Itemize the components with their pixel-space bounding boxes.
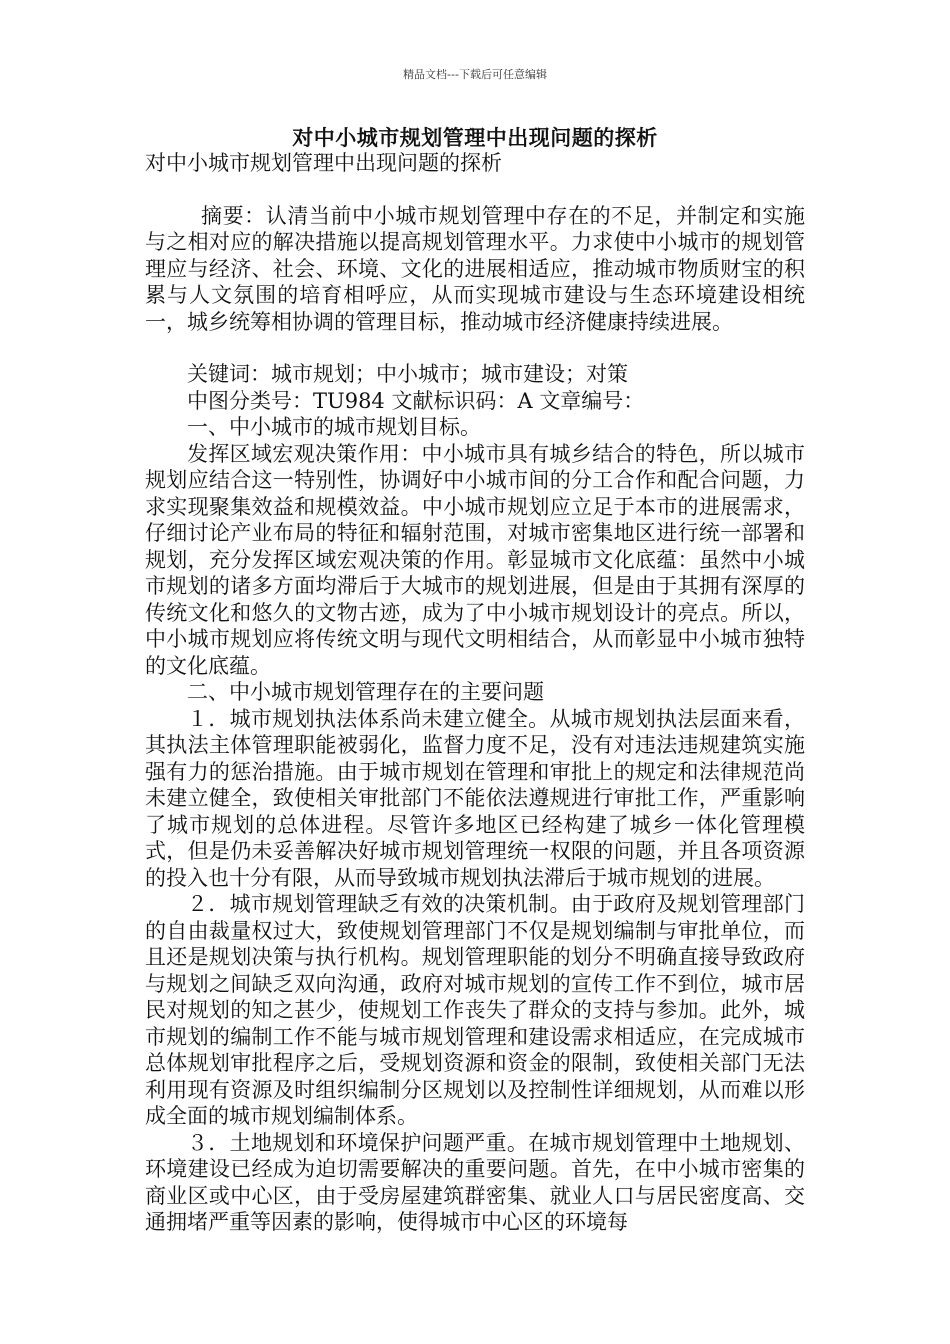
document-body — [145, 150, 805, 1236]
classification-line: 中图分类号：TU984 文献标识码：A 文章编号： — [187, 388, 645, 413]
document-subtitle: 对中小城市规划管理中出现问题的探析 — [145, 151, 502, 175]
header-note: 精品文档---下载后可任意编辑 — [403, 68, 547, 81]
section-heading-2: 二、中小城市规划管理存在的主要问题 — [187, 680, 544, 704]
problem-item-2: ２．城市规划管理缺乏有效的决策机制。由于政府及规划管理部门的自由裁量权过大，致使规划管理部门不仅是规划编制与审批单位，而且还是规划决策与执行机构。规划管理职能的划分不明确直接导致政府与规划之间缺乏双向沟通，政府对城市规划的宣传工作不到位，城市居民对规划的知之甚少，使规划工作丧失了群众的支持与参加。此外，城市规划的编制工作不能与城市规划管理和建设需求相适应，在完成城市总体规划审批程序之后，受规划资源和资金的限制，致使相关部门无法利用现有资源及时组织编制分区规划以及控制性详细规划，从而难以形成全面的城市规划编制体系。 — [145, 892, 805, 1128]
problem-item-1: １．城市规划执法体系尚未建立健全。从城市规划执法层面来看，其执法主体管理职能被弱化，监督力度不足，没有对违法违规建筑实施强有力的惩治措施。由于城市规划在管理和审批上的规定和法律规范尚未建立健全，致使相关审批部门不能依法遵规进行审批工作，严重影响了城市规划的总体进程。尽管许多地区已经构建了城乡一体化管理模式，但是仍未妥善解决好城市规划管理统一权限的问题，并且各项资源的投入也十分有限，从而导致城市规划执法滞后于城市规划的进展。 — [145, 706, 805, 890]
section-1-paragraph: 发挥区域宏观决策作用：中小城市具有城乡结合的特色，所以城市规划应结合这一特别性，协调好中小城市间的分工合作和配合问题，力求实现聚集效益和规模效益。中小城市规划应立足于本市的进展需求，仔细讨论产业布局的特征和辐射范围，对城市密集地区进行统一部署和规划，充分发挥区域宏观决策的作用。彰显城市文化底蕴：虽然中小城市规划的诸多方面均滞后于大城市的规划进展，但是由于其拥有深厚的传统文化和悠久的文物古迹，成为了中小城市规划设计的亮点。所以，中小城市规划应将传统文明与现代文明相结合，从而彰显中小城市独特的文化底蕴。 — [145, 441, 805, 678]
section-heading-1: 一、中小城市的城市规划目标。 — [187, 415, 481, 439]
problem-item-3: ３．土地规划和环境保护问题严重。在城市规划管理中土地规划、环境建设已经成为迫切需要解决的重要问题。首先，在中小城市密集的商业区或中心区，由于受房屋建筑群密集、就业人口与居民密度高、交通拥堵严重等因素的影响，使得城市中心区的环境每 — [145, 1130, 805, 1234]
keywords-line: 关键词：城市规划；中小城市；城市建设；对策 — [187, 362, 628, 386]
abstract-paragraph: 摘要：认清当前中小城市规划管理中存在的不足，并制定和实施与之相对应的解决措施以提高规划管理水平。力求使中小城市的规划管理应与经济、社会、环境、文化的进展相适应，推动城市物质财宝的积累与人文氛围的培育相呼应，从而实现城市建设与生态环境建设相统一，城乡统筹相协调的管理目标，推动城市经济健康持续进展。 — [145, 203, 805, 334]
document-title: 对中小城市规划管理中出现问题的探析 — [292, 125, 658, 150]
